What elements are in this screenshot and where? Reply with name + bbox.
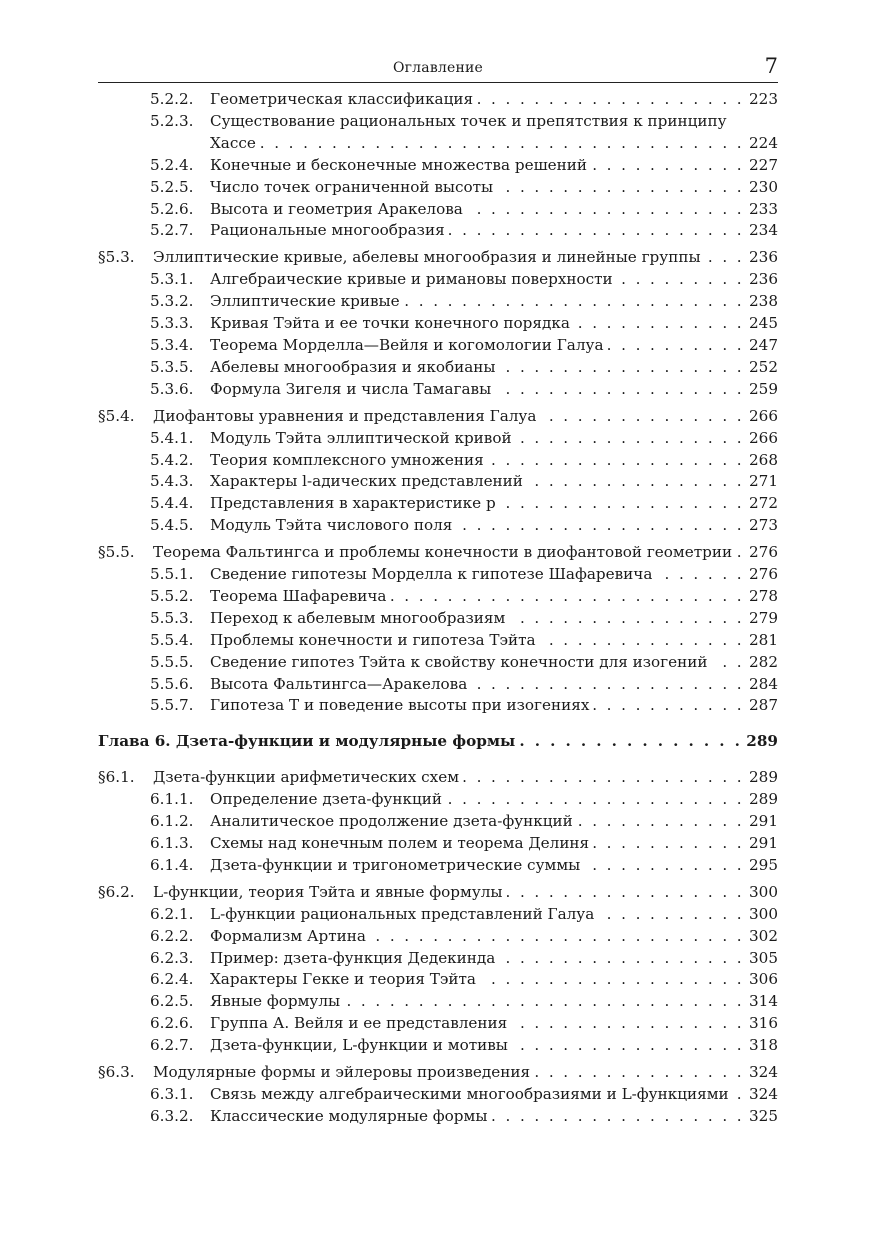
entry-title: Высота Фальтингса—Аракелова bbox=[210, 674, 468, 693]
entry-title: Существование рациональных точек и препятствия к принципу bbox=[210, 111, 727, 130]
entry-title: Теорема Фальтингса и проблемы конечности в диофантовой геометрии bbox=[153, 543, 733, 562]
subsection-entry[interactable] bbox=[98, 335, 778, 357]
entry-title: Аналитическое продолжение дзета-функций bbox=[210, 812, 573, 831]
entry-page-number: 238 bbox=[749, 292, 778, 311]
dot-leader bbox=[577, 811, 744, 833]
entry-page-number: 252 bbox=[749, 357, 778, 376]
entry-number: 5.5.1. bbox=[150, 565, 194, 584]
subsection-entry[interactable] bbox=[98, 1106, 778, 1128]
entry-title: Модуль Тэйта эллиптической кривой bbox=[210, 428, 512, 447]
entry-title: Модуль Тэйта числового поля bbox=[210, 516, 453, 535]
entry-number: 5.3.1. bbox=[150, 270, 194, 289]
entry-page-number: 224 bbox=[749, 133, 778, 152]
entry-page-number: 295 bbox=[749, 855, 778, 874]
subsection-entry[interactable] bbox=[98, 515, 778, 537]
section-entry[interactable] bbox=[98, 767, 778, 789]
entry-number: 5.4.3. bbox=[150, 472, 194, 491]
dot-leader bbox=[497, 177, 744, 199]
subsection-entry[interactable] bbox=[98, 199, 778, 221]
subsection-entry[interactable] bbox=[98, 1084, 778, 1106]
entry-page-number: 289 bbox=[749, 768, 778, 787]
entry-title: Хассе bbox=[210, 133, 256, 152]
entry-page-number: 325 bbox=[749, 1106, 778, 1125]
dot-leader bbox=[488, 450, 744, 472]
dot-leader bbox=[534, 1062, 744, 1084]
entry-title: Рациональные многообразия bbox=[210, 221, 445, 240]
dot-leader bbox=[712, 652, 745, 674]
subsection-entry[interactable] bbox=[98, 789, 778, 811]
dot-leader bbox=[598, 904, 744, 926]
entry-page-number: 233 bbox=[749, 199, 778, 218]
dot-leader bbox=[617, 269, 744, 291]
dot-leader bbox=[495, 379, 744, 401]
entry-title: Модулярные формы и эйлеровы произведения bbox=[153, 1063, 531, 1082]
entry-number: 6.2.1. bbox=[150, 904, 194, 923]
entry-page-number: 247 bbox=[749, 335, 778, 354]
subsection-entry[interactable] bbox=[98, 991, 778, 1013]
entry-number: 6.1.2. bbox=[150, 812, 194, 831]
entry-number: 5.3.6. bbox=[150, 379, 194, 398]
entry-page-number: 227 bbox=[749, 155, 778, 174]
entry-title: Теорема Морделла—Вейля и когомологии Галуа bbox=[210, 335, 604, 354]
dot-leader bbox=[500, 357, 745, 379]
entry-number: 5.5.4. bbox=[150, 630, 194, 649]
entry-page-number: 300 bbox=[749, 882, 778, 901]
dot-leader bbox=[404, 291, 744, 313]
entry-page-number: 291 bbox=[749, 834, 778, 852]
entry-title: Теорема Шафаревича bbox=[210, 586, 387, 605]
entry-number: §5.4. bbox=[98, 406, 135, 425]
entry-number: 6.2.6. bbox=[150, 1014, 194, 1033]
entry-title: Кривая Тэйта и ее точки конечного порядка bbox=[210, 314, 570, 333]
subsection-entry[interactable] bbox=[98, 111, 778, 133]
entry-number: 6.3.1. bbox=[150, 1084, 194, 1103]
subsection-entry[interactable] bbox=[98, 379, 778, 401]
entry-page-number: 324 bbox=[749, 1084, 778, 1103]
entry-title: Определение дзета-функций bbox=[210, 790, 442, 809]
entry-number: 5.5.2. bbox=[150, 586, 194, 605]
dot-leader bbox=[656, 564, 744, 586]
entry-number: 5.3.3. bbox=[150, 314, 194, 333]
entry-number: 5.3.5. bbox=[150, 357, 194, 376]
entry-page-number: 305 bbox=[749, 948, 778, 967]
dot-leader bbox=[574, 313, 744, 335]
entry-number: 5.2.4. bbox=[150, 155, 194, 174]
entry-page-number: 291 bbox=[749, 812, 778, 831]
entry-number: 5.5.3. bbox=[150, 608, 194, 627]
subsection-entry[interactable] bbox=[98, 357, 778, 379]
section-entry[interactable] bbox=[98, 1062, 778, 1084]
dot-leader bbox=[260, 133, 744, 155]
subsection-entry[interactable] bbox=[98, 177, 778, 199]
subsection-entry[interactable] bbox=[98, 133, 778, 155]
subsection-entry[interactable] bbox=[98, 564, 778, 586]
entry-page-number: 281 bbox=[749, 630, 778, 649]
dot-leader bbox=[499, 948, 744, 970]
entry-number: 5.2.5. bbox=[150, 177, 194, 196]
subsection-entry[interactable] bbox=[98, 948, 778, 970]
entry-title: Конечные и бесконечные множества решений bbox=[210, 155, 588, 174]
entry-page-number: 245 bbox=[749, 314, 778, 333]
entry-page-number: 289 bbox=[749, 790, 778, 809]
entry-number: 5.5.5. bbox=[150, 652, 194, 671]
dot-leader bbox=[446, 789, 744, 811]
dot-leader bbox=[540, 406, 744, 428]
entry-title: Переход к абелевым многообразиям bbox=[210, 608, 506, 627]
entry-number: 5.4.2. bbox=[150, 450, 194, 469]
entry-number: 5.3.4. bbox=[150, 335, 194, 354]
entry-page-number: 316 bbox=[749, 1014, 778, 1033]
entry-page-number: 236 bbox=[749, 270, 778, 289]
entry-page-number: 266 bbox=[749, 428, 778, 447]
entry-title: Характеры Гекке и теория Тэйта bbox=[210, 970, 476, 989]
entry-number: 6.1.4. bbox=[150, 855, 194, 874]
dot-leader bbox=[456, 515, 744, 537]
entry-number: 5.2.3. bbox=[150, 111, 194, 130]
dot-leader bbox=[733, 1084, 744, 1106]
subsection-entry[interactable] bbox=[98, 811, 778, 833]
subsection-entry[interactable] bbox=[98, 855, 778, 877]
subsection-entry[interactable] bbox=[98, 608, 778, 630]
dot-leader bbox=[480, 969, 744, 991]
subsection-entry[interactable] bbox=[98, 220, 778, 242]
subsection-entry[interactable] bbox=[98, 904, 778, 926]
subsection-entry[interactable] bbox=[98, 926, 778, 948]
entry-page-number: 279 bbox=[749, 608, 778, 627]
entry-page-number: 271 bbox=[749, 472, 778, 491]
entry-title: Дзета-функции арифметических схем bbox=[153, 768, 460, 787]
entry-page-number: 287 bbox=[749, 696, 778, 715]
entry-title: Высота и геометрия Аракелова bbox=[210, 199, 463, 218]
dot-leader bbox=[370, 926, 744, 948]
entry-page-number: 324 bbox=[749, 1063, 778, 1082]
entry-title: Классические модулярные формы bbox=[210, 1106, 488, 1125]
entry-title: Явные формулы bbox=[210, 992, 341, 1011]
entry-number: §5.5. bbox=[98, 543, 135, 562]
toc-page bbox=[98, 52, 778, 1128]
entry-number: 5.4.5. bbox=[150, 516, 194, 535]
entry-title: Дзета-функции и тригонометрические суммы bbox=[210, 855, 581, 874]
subsection-entry[interactable] bbox=[98, 471, 778, 493]
entry-page-number: 284 bbox=[749, 674, 778, 693]
entry-page-number: 234 bbox=[749, 221, 778, 240]
section-entry[interactable] bbox=[98, 247, 778, 269]
entry-title: Формула Зигеля и числа Тамагавы bbox=[210, 379, 492, 398]
table-of-contents bbox=[98, 89, 778, 1128]
entry-number: 6.1.1. bbox=[150, 790, 194, 809]
entry-page-number: 276 bbox=[749, 565, 778, 584]
entry-page-number: 300 bbox=[749, 904, 778, 923]
entry-title: Теория комплексного умножения bbox=[210, 450, 484, 469]
dot-leader bbox=[449, 220, 744, 242]
entry-title: Формализм Артина bbox=[210, 926, 366, 945]
entry-number: §6.3. bbox=[98, 1063, 135, 1082]
dot-leader bbox=[463, 767, 744, 789]
subsection-entry[interactable] bbox=[98, 450, 778, 472]
dot-leader bbox=[477, 89, 744, 111]
entry-title: Проблемы конечности и гипотеза Тэйта bbox=[210, 630, 536, 649]
subsection-entry[interactable] bbox=[98, 155, 778, 177]
entry-page-number: 236 bbox=[749, 248, 778, 267]
header-title: Оглавление bbox=[392, 60, 484, 76]
dot-leader bbox=[593, 833, 744, 855]
dot-leader bbox=[500, 493, 744, 515]
entry-page-number: 266 bbox=[749, 406, 778, 425]
section-entry[interactable] bbox=[98, 882, 778, 904]
subsection-entry[interactable] bbox=[98, 586, 778, 608]
dot-leader bbox=[519, 731, 742, 753]
subsection-entry[interactable] bbox=[98, 269, 778, 291]
entry-title: Группа А. Вейля и ее представления bbox=[210, 1014, 508, 1033]
entry-title: Схемы над конечным полем и теорема Делиня bbox=[210, 834, 590, 852]
entry-title: L-функции, теория Тэйта и явные формулы bbox=[153, 882, 503, 901]
page-number: 7 bbox=[764, 54, 778, 78]
entry-page-number: 314 bbox=[749, 992, 778, 1011]
dot-leader bbox=[593, 695, 744, 717]
entry-number: 5.3.2. bbox=[150, 292, 194, 311]
dot-leader bbox=[467, 199, 744, 221]
entry-number: 5.4.1. bbox=[150, 428, 194, 447]
entry-page-number: 223 bbox=[749, 90, 778, 108]
entry-title: Эллиптические кривые, абелевы многообразия и линейные группы bbox=[153, 248, 701, 267]
subsection-entry[interactable] bbox=[98, 695, 778, 717]
section-entry[interactable] bbox=[98, 542, 778, 564]
entry-page-number: 302 bbox=[749, 926, 778, 945]
entry-number: 6.2.7. bbox=[150, 1036, 194, 1055]
entry-number: §6.1. bbox=[98, 768, 135, 787]
entry-title: L-функции рациональных представлений Галуа bbox=[210, 904, 595, 923]
dot-leader bbox=[608, 335, 744, 357]
entry-number: §5.3. bbox=[98, 248, 135, 267]
entry-number: 6.3.2. bbox=[150, 1106, 194, 1125]
dot-leader bbox=[584, 855, 744, 877]
dot-leader bbox=[507, 882, 745, 904]
entry-page-number: 259 bbox=[749, 379, 778, 398]
dot-leader bbox=[540, 630, 744, 652]
entry-page-number: 268 bbox=[749, 450, 778, 469]
dot-leader bbox=[511, 1013, 744, 1035]
entry-number: 6.2.5. bbox=[150, 992, 194, 1011]
entry-page-number: 289 bbox=[746, 732, 778, 751]
subsection-entry[interactable] bbox=[98, 1013, 778, 1035]
dot-leader bbox=[509, 608, 744, 630]
entry-page-number: 278 bbox=[749, 586, 778, 605]
entry-title: Алгебраические кривые и римановы поверхности bbox=[210, 270, 613, 289]
subsection-entry[interactable] bbox=[98, 652, 778, 674]
dot-leader bbox=[516, 428, 744, 450]
subsection-entry[interactable] bbox=[98, 291, 778, 313]
subsection-entry[interactable] bbox=[98, 969, 778, 991]
subsection-entry[interactable] bbox=[98, 1035, 778, 1057]
dot-leader bbox=[527, 471, 744, 493]
subsection-entry[interactable] bbox=[98, 89, 778, 111]
entry-number: §6.2. bbox=[98, 882, 135, 901]
subsection-entry[interactable] bbox=[98, 493, 778, 515]
entry-title: Характеры l-адических представлений bbox=[210, 472, 523, 491]
dot-leader bbox=[471, 674, 744, 696]
entry-number: 5.2.7. bbox=[150, 221, 194, 240]
entry-title: Связь между алгебраическими многообразиями и L-функциями bbox=[210, 1084, 729, 1103]
entry-number: 5.5.6. bbox=[150, 674, 194, 693]
entry-title: Сведение гипотез Тэйта к свойству конечности для изогений bbox=[210, 652, 708, 671]
entry-number: 6.2.4. bbox=[150, 970, 194, 989]
entry-number: 5.4.4. bbox=[150, 494, 194, 513]
section-entry[interactable] bbox=[98, 406, 778, 428]
entry-page-number: 282 bbox=[749, 652, 778, 671]
entry-title: Глава 6. Дзета-функции и модулярные формы bbox=[98, 732, 516, 751]
subsection-entry[interactable] bbox=[98, 313, 778, 335]
entry-number: 6.1.3. bbox=[150, 834, 194, 852]
entry-page-number: 230 bbox=[749, 177, 778, 196]
entry-page-number: 306 bbox=[749, 970, 778, 989]
entry-title: Абелевы многообразия и якобианы bbox=[210, 357, 496, 376]
entry-number: 5.2.6. bbox=[150, 199, 194, 218]
entry-title: Гипотеза T и поведение высоты при изогениях bbox=[210, 696, 590, 715]
dot-leader bbox=[491, 1106, 744, 1128]
dot-leader bbox=[390, 586, 744, 608]
dot-leader bbox=[705, 247, 744, 269]
subsection-entry[interactable] bbox=[98, 428, 778, 450]
running-header bbox=[98, 52, 778, 83]
dot-leader bbox=[591, 155, 744, 177]
entry-title: Геометрическая классификация bbox=[210, 90, 474, 108]
entry-title: Число точек ограниченной высоты bbox=[210, 177, 494, 196]
entry-page-number: 273 bbox=[749, 516, 778, 535]
entry-title: Сведение гипотезы Морделла к гипотезе Шафаревича bbox=[210, 565, 653, 584]
dot-leader bbox=[344, 991, 744, 1013]
entry-number: 5.2.2. bbox=[150, 90, 194, 108]
entry-page-number: 276 bbox=[749, 543, 778, 562]
subsection-entry[interactable] bbox=[98, 833, 778, 855]
entry-title: Дзета-функции, L-функции и мотивы bbox=[210, 1036, 508, 1055]
entry-title: Диофантовы уравнения и представления Галуа bbox=[153, 406, 537, 425]
entry-number: 5.5.7. bbox=[150, 696, 194, 715]
dot-leader bbox=[512, 1035, 744, 1057]
entry-page-number: 318 bbox=[749, 1036, 778, 1055]
chapter-entry[interactable] bbox=[98, 731, 778, 753]
entry-title: Эллиптические кривые bbox=[210, 292, 400, 311]
entry-number: 6.2.2. bbox=[150, 926, 194, 945]
entry-number: 6.2.3. bbox=[150, 948, 194, 967]
subsection-entry[interactable] bbox=[98, 674, 778, 696]
dot-leader bbox=[736, 542, 744, 564]
entry-title: Пример: дзета-функция Дедекинда bbox=[210, 948, 496, 967]
entry-page-number: 272 bbox=[749, 494, 778, 513]
entry-title: Представления в характеристике p bbox=[210, 494, 496, 513]
subsection-entry[interactable] bbox=[98, 630, 778, 652]
